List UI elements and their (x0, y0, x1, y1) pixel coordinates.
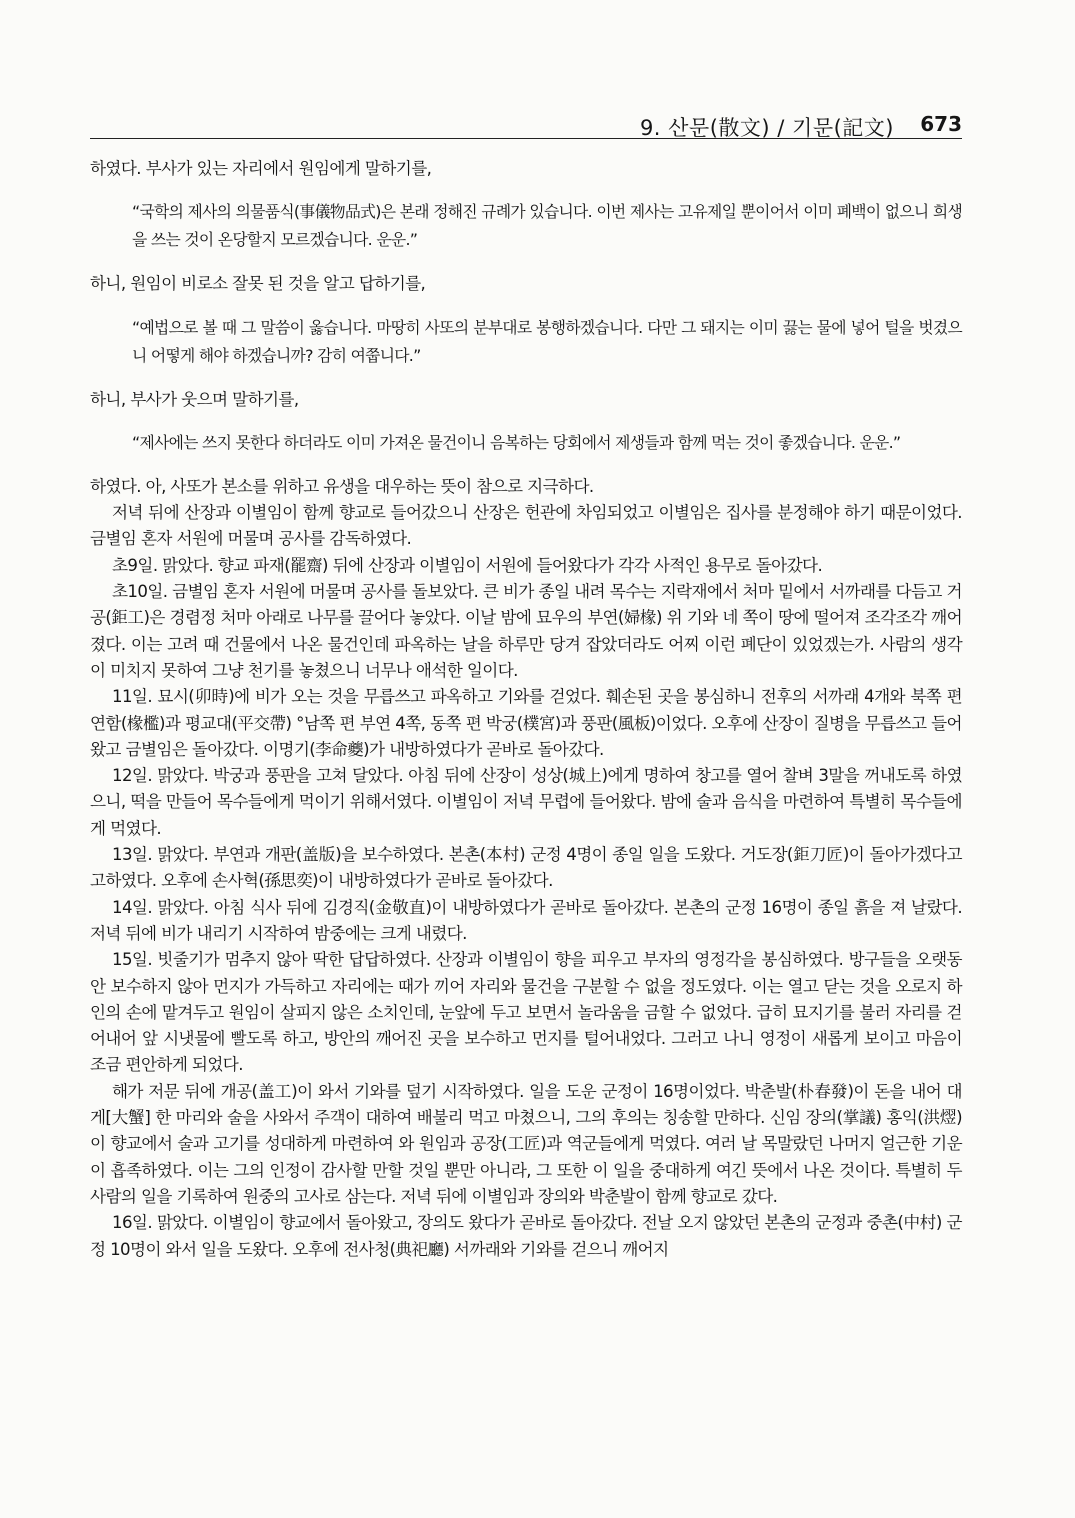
paragraph: 13일. 맑았다. 부연과 개판(盖版)을 보수하였다. 본촌(本村) 군정 4명이 종일 일을 도왔다. 거도장(鉅刀匠)이 돌아가겠다고 고하였다. 오후에 손사혁(孫思奕)이 내방하였다가 곧바로 돌아갔다. (90, 845, 962, 891)
body-text (90, 156, 962, 1263)
paragraph: 해가 저문 뒤에 개공(盖工)이 와서 기와를 덮기 시작하였다. 일을 도운 군정이 16명이었다. 박춘발(朴春發)이 돈을 내어 대게[大蟹] 한 마리와 술을 사와서 주객이 대하여 배불리 먹고 마쳤으니, 그의 후의는 칭송할 만하다. 신임 장의(掌議) 홍익(洪熤)이 향교에서 술과 고기를 성대하게 마련하여 와 원임과 공장(工匠)과 역군들에게 먹였다. 여러 날 목말랐던 나머지 얼근한 기운이 흡족하였다. 이는 그의 인정이 감사할 만할 것일 뿐만 아니라, 그 또한 이 일을 중대하게 여긴 뜻에서 나온 것이다. 특별히 두 사람의 일을 기록하여 원중의 고사로 삼는다. 저녁 뒤에 이별임과 장의와 박춘발이 함께 향교로 갔다. (90, 1081, 962, 1206)
paragraph: 하니, 부사가 웃으며 말하기를, (90, 389, 299, 409)
paragraph: 14일. 맑았다. 아침 식사 뒤에 김경직(金敬直)이 내방하였다가 곧바로 돌아갔다. 본촌의 군정 16명이 종일 흙을 져 날랐다. 저녁 뒤에 비가 내리기 시작하여 밤중에는 크게 내렸다. (90, 897, 962, 943)
paragraph: 16일. 맑았다. 이별임이 향교에서 돌아왔고, 장의도 왔다가 곧바로 돌아갔다. 전날 오지 않았던 본촌의 군정과 중촌(中村) 군정 10명이 와서 일을 도왔다. 오후에 전사청(典祀廳) 서까래와 기와를 걷으니 깨어지 (90, 1213, 962, 1259)
block-quote: “제사에는 쓰지 못한다 하더라도 이미 가져온 물건이니 음복하는 당회에서 제생들과 함께 먹는 것이 좋겠습니다. 운운.” (132, 432, 901, 452)
block-quote: “예법으로 볼 때 그 말씀이 옳습니다. 마땅히 사또의 분부대로 봉행하겠습니다. 다만 그 돼지는 이미 끓는 물에 넣어 털을 벗겼으니 어떻게 해야 하겠습니까? 감히 여쭙니다.” (132, 317, 962, 365)
block-quote: “국학의 제사의 의물품식(事儀物品式)은 본래 정해진 규례가 있습니다. 이번 제사는 고유제일 뿐이어서 이미 폐백이 없으니 희생을 쓰는 것이 온당할지 모르겠습니다. 운운.” (132, 202, 962, 250)
paragraph: 11일. 묘시(卯時)에 비가 오는 것을 무릅쓰고 파옥하고 기와를 걷었다. 훼손된 곳을 봉심하니 전후의 서까래 4개와 북쪽 편 연함(椽檻)과 평교대(平交帶) °남쪽 편 부연 4쪽, 동쪽 편 박궁(樸宮)과 풍판(風板)이었다. 오후에 산장이 질병을 무릅쓰고 들어왔고 금별임은 돌아갔다. 이명기(李命夔)가 내방하였다가 곧바로 돌아갔다. (90, 687, 962, 759)
paragraph: 초9일. 맑았다. 향교 파재(罷齋) 뒤에 산장과 이별임이 서원에 들어왔다가 각각 사적인 용무로 돌아갔다. (112, 555, 823, 575)
paragraph: 하니, 원임이 비로소 잘못 된 것을 알고 답하기를, (90, 274, 426, 294)
running-header (90, 108, 962, 139)
paragraph: 하였다. 부사가 있는 자리에서 원임에게 말하기를, (90, 159, 432, 178)
section-title: 9. 산문(散文) / 기문(記文) (639, 116, 894, 140)
paragraph: 하였다. 아, 사또가 본소를 위하고 유생을 대우하는 뜻이 참으로 지극하다. (90, 476, 594, 496)
page-number: 673 (920, 112, 962, 136)
paragraph: 15일. 빗줄기가 멈추지 않아 딱한 답답하였다. 산장과 이별임이 향을 피우고 부자의 영정각을 봉심하였다. 방구들을 오랫동안 보수하지 않아 먼지가 가득하고 자리에는 때가 끼어 자리와 물건을 구분할 수 없을 정도였다. 이는 열고 닫는 것을 오로지 하인의 손에 맡겨두고 원임이 살피지 않은 소치인데, 눈앞에 두고 보면서 놀라움을 금할 수 없었다. 급히 묘지기를 불러 자리를 걷어내어 앞 시냇물에 빨도록 하고, 방안의 깨어진 곳을 보수하고 먼지를 털어내었다. 그러고 나니 영정이 새롭게 보이고 마음이 조금 편안하게 되었다. (90, 950, 962, 1075)
paragraph: 12일. 맑았다. 박궁과 풍판을 고쳐 달았다. 아침 뒤에 산장이 성상(城上)에게 명하여 창고를 열어 찰벼 3말을 꺼내도록 하였으니, 떡을 만들어 목수들에게 먹이기 위해서였다. 이별임이 저녁 무렵에 들어왔다. 밤에 술과 음식을 마련하여 특별히 목수들에게 먹였다. (90, 766, 962, 838)
paragraph: 초10일. 금별임 혼자 서원에 머물며 공사를 돌보았다. 큰 비가 종일 내려 목수는 지락재에서 처마 밑에서 서까래를 다듬고 거공(鉅工)은 경렴정 처마 아래로 나무를 끌어다 놓았다. 이날 밤에 묘우의 부연(婦椽) 위 기와 네 쪽이 땅에 떨어져 조각조각 깨어졌다. 이는 고려 때 건물에서 나온 물건인데 파옥하는 날을 하루만 당겨 잡았더라도 어찌 이런 폐단이 있었겠는가. 사람의 생각이 미치지 못하여 그냥 천기를 놓쳤으니 너무나 애석한 일이다. (90, 582, 962, 680)
paragraph: 저녁 뒤에 산장과 이별임이 함께 향교로 들어갔으니 산장은 헌관에 차임되었고 이별임은 집사를 분정해야 하기 때문이었다. 금별임 혼자 서원에 머물며 공사를 감독하였다. (90, 503, 962, 549)
